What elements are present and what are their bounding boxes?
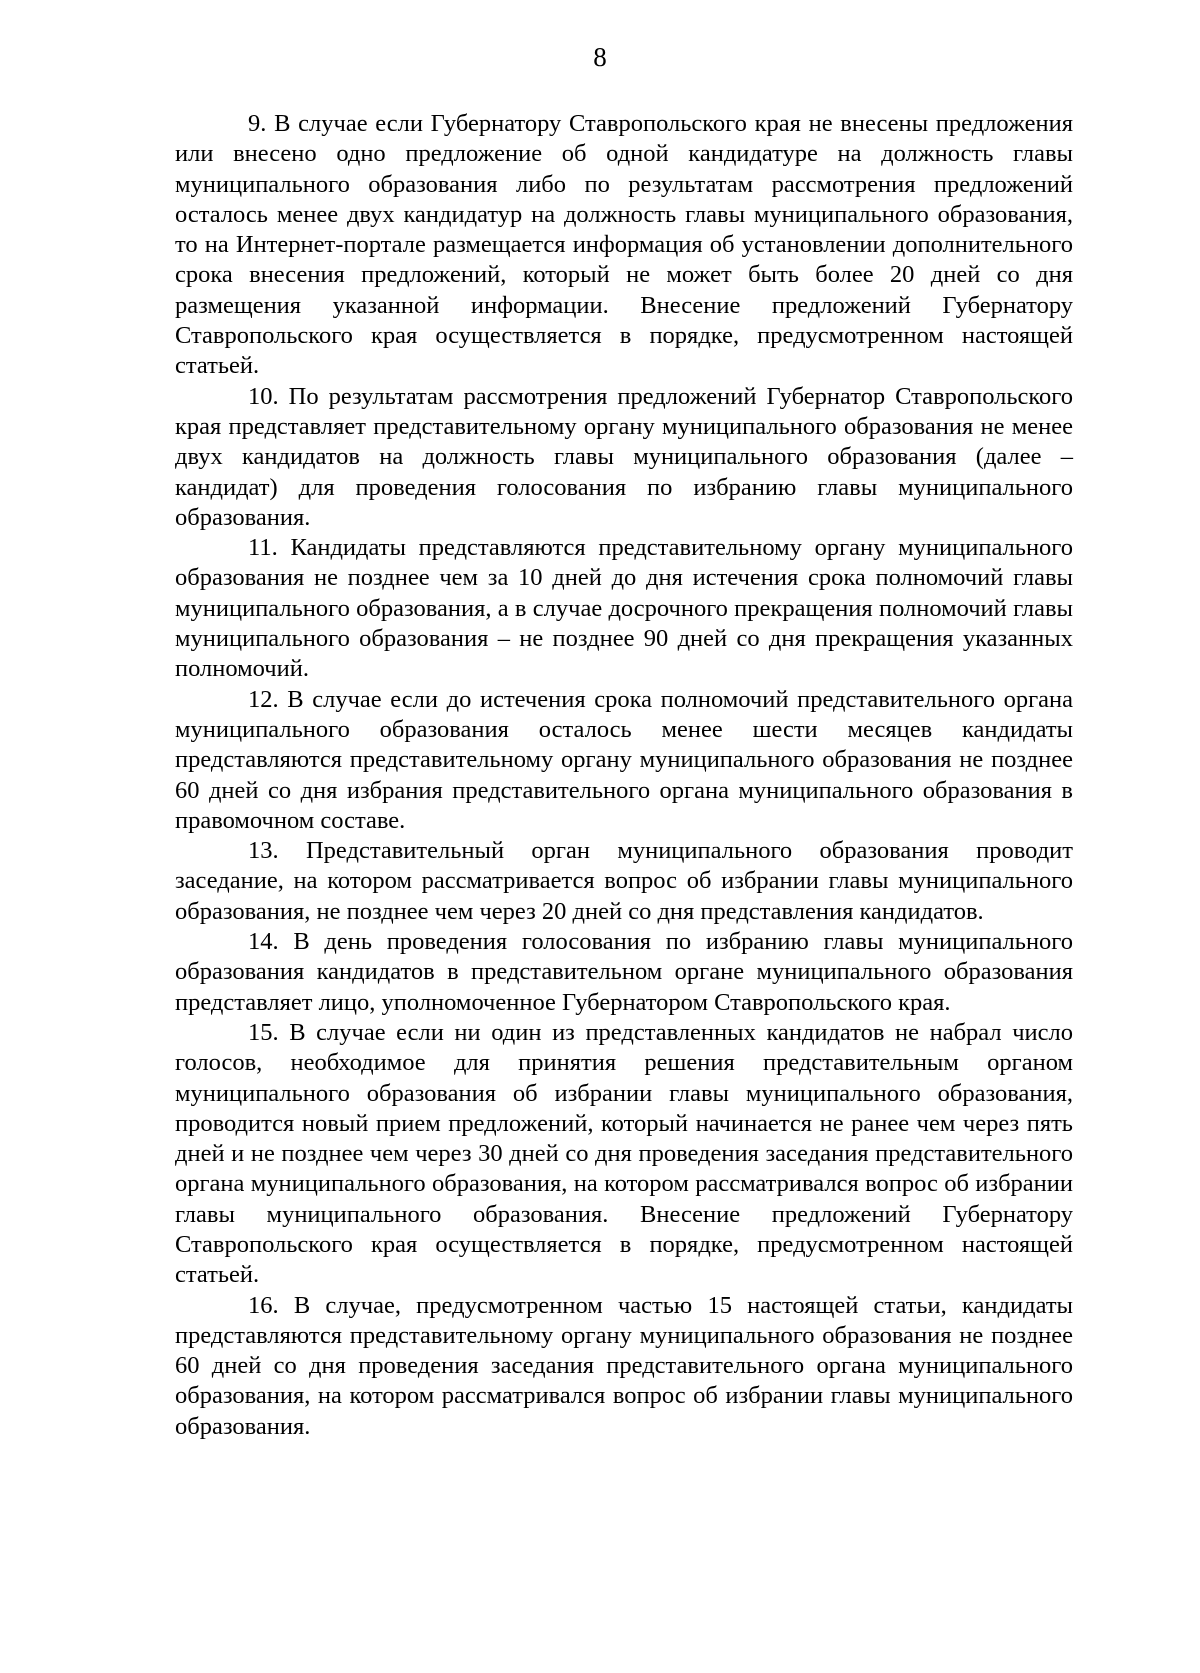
paragraph-9: 9. В случае если Губернатору Ставропольского края не внесены предложения или внесено одно предложение об одной кандидатуре на должность главы муниципального образования либо по результатам рассмотрения предложений осталось менее двух кандидатур на должность главы муниципального образования, то на Интернет-портале размещается информация об установлении дополнительного срока внесения предложений, который не может быть более 20 дней со дня размещения указанной информации. Внесение предложений Губернатору Ставропольского края осуществляется в порядке, предусмотренном настоящей статьей. <box>175 110 1073 380</box>
paragraph-12: 12. В случае если до истечения срока полномочий представительного органа муниципального образования осталось менее шести месяцев кандидаты представляются представительному органу муниципального образования не позднее 60 дней со дня избрания представительного органа муниципального образования в правомочном составе. <box>175 685 1073 834</box>
document-body <box>175 109 1073 1442</box>
paragraph-10: 10. По результатам рассмотрения предложений Губернатор Ставропольского края представляет представительному органу муниципального образования не менее двух кандидатов на должность главы муниципального образования (далее – кандидат) для проведения голосования по избранию главы муниципального образования. <box>175 382 1073 531</box>
paragraph-15: 15. В случае если ни один из представленных кандидатов не набрал число голосов, необходимое для принятия решения представительным органом муниципального образования об избрании главы муниципального образования, проводится новый прием предложений, который начинается не ранее чем через пять дней и не позднее чем через 30 дней со дня проведения заседания представительного органа муниципального образования, на котором рассматривался вопрос об избрании главы муниципального образования. Внесение предложений Губернатору Ставропольского края осуществляется в порядке, предусмотренном настоящей статьей. <box>175 1018 1073 1289</box>
paragraph-13: 13. Представительный орган муниципального образования проводит заседание, на котором рассматривается вопрос об избрании главы муниципального образования, не позднее чем через 20 дней со дня представления кандидатов. <box>175 837 1073 925</box>
paragraph-14: 14. В день проведения голосования по избранию главы муниципального образования кандидатов в представительном органе муниципального образования представляет лицо, уполномоченное Губернатором Ставропольского края. <box>175 928 1073 1016</box>
paragraph-16: 16. В случае, предусмотренном частью 15 настоящей статьи, кандидаты представляются представительному органу муниципального образования не позднее 60 дней со дня проведения заседания представительного органа муниципального образования, на котором рассматривался вопрос об избрании главы муниципального образования. <box>175 1291 1073 1440</box>
page-number: 8 <box>593 42 607 72</box>
paragraph-11: 11. Кандидаты представляются представительному органу муниципального образования не позднее чем за 10 дней до дня истечения срока полномочий главы муниципального образования, а в случае досрочного прекращения полномочий главы муниципального образования – не позднее 90 дней со дня прекращения указанных полномочий. <box>175 534 1073 683</box>
